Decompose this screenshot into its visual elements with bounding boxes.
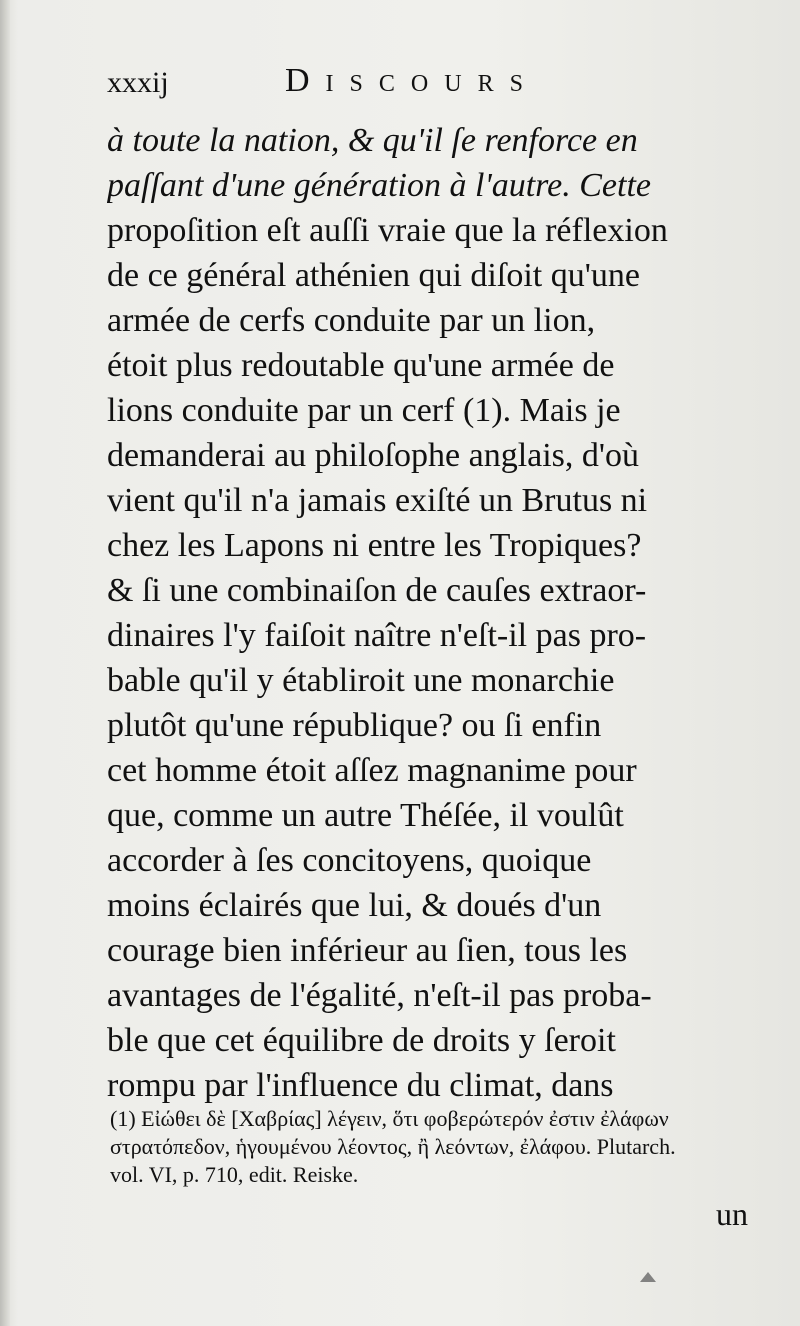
catchword: un — [716, 1196, 748, 1232]
text-line: moins éclairés que lui, & doués d'un — [107, 887, 602, 924]
running-head: Discours — [285, 62, 539, 99]
page-gutter-shadow — [0, 0, 10, 1326]
footnote-line: vol. VI, p. 710, edit. Reiske. — [110, 1162, 359, 1187]
text-line: bable qu'il y établiroit une monarchie — [107, 662, 615, 699]
main-text — [107, 118, 757, 1108]
footnote — [110, 1105, 756, 1189]
footnote-line: στρατόπεδον, ἡγουμένου λέοντος, ἢ λεόντων, ἐλάφου. Plutarch. — [110, 1134, 676, 1159]
text-line: vient qu'il n'a jamais exiſté un Brutus ni — [107, 482, 648, 519]
ink-speck-decoration — [640, 1272, 656, 1282]
text-line: & ſi une combinaiſon de cauſes extraor- — [107, 572, 647, 609]
text-line: chez les Lapons ni entre les Tropiques? — [107, 527, 642, 564]
text-line: que, comme un autre Théſée, il voulût — [107, 797, 624, 834]
text-line: ble que cet équilibre de droits y ſeroit — [107, 1022, 616, 1059]
text-line: dinaires l'y faiſoit naître n'eſt-il pas pro- — [107, 617, 647, 654]
text-line: armée de cerfs conduite par un lion, — [107, 302, 596, 339]
text-line: accorder à ſes concitoyens, quoique — [107, 842, 592, 879]
text-line: de ce général athénien qui diſoit qu'une — [107, 257, 640, 294]
text-line: à toute la nation, & qu'il ſe renforce en — [107, 122, 638, 159]
text-line: étoit plus redoutable qu'une armée de — [107, 347, 615, 384]
text-line: propoſition eſt auſſi vraie que la réflexion — [107, 212, 668, 249]
text-line: plutôt qu'une république? ou ſi enfin — [107, 707, 602, 744]
footnote-line: (1) Εἰώθει δὲ [Χαβρίας] λέγειν, ὅτι φοβερώτερόν ἐστιν ἐλάφων — [110, 1106, 669, 1131]
text-line: demanderai au philoſophe anglais, d'où — [107, 437, 640, 474]
text-line: avantages de l'égalité, n'eſt-il pas proba- — [107, 977, 652, 1014]
text-line: rompu par l'influence du climat, dans — [107, 1067, 614, 1104]
text-line: cet homme étoit aſſez magnanime pour — [107, 752, 637, 789]
page-number: xxxij — [107, 66, 169, 99]
text-line: courage bien inférieur au ſien, tous les — [107, 932, 628, 969]
text-line: lions conduite par un cerf (1). Mais je — [107, 392, 621, 429]
page-header — [107, 62, 757, 112]
text-line: paſſant d'une génération à l'autre. Cette — [107, 167, 651, 204]
